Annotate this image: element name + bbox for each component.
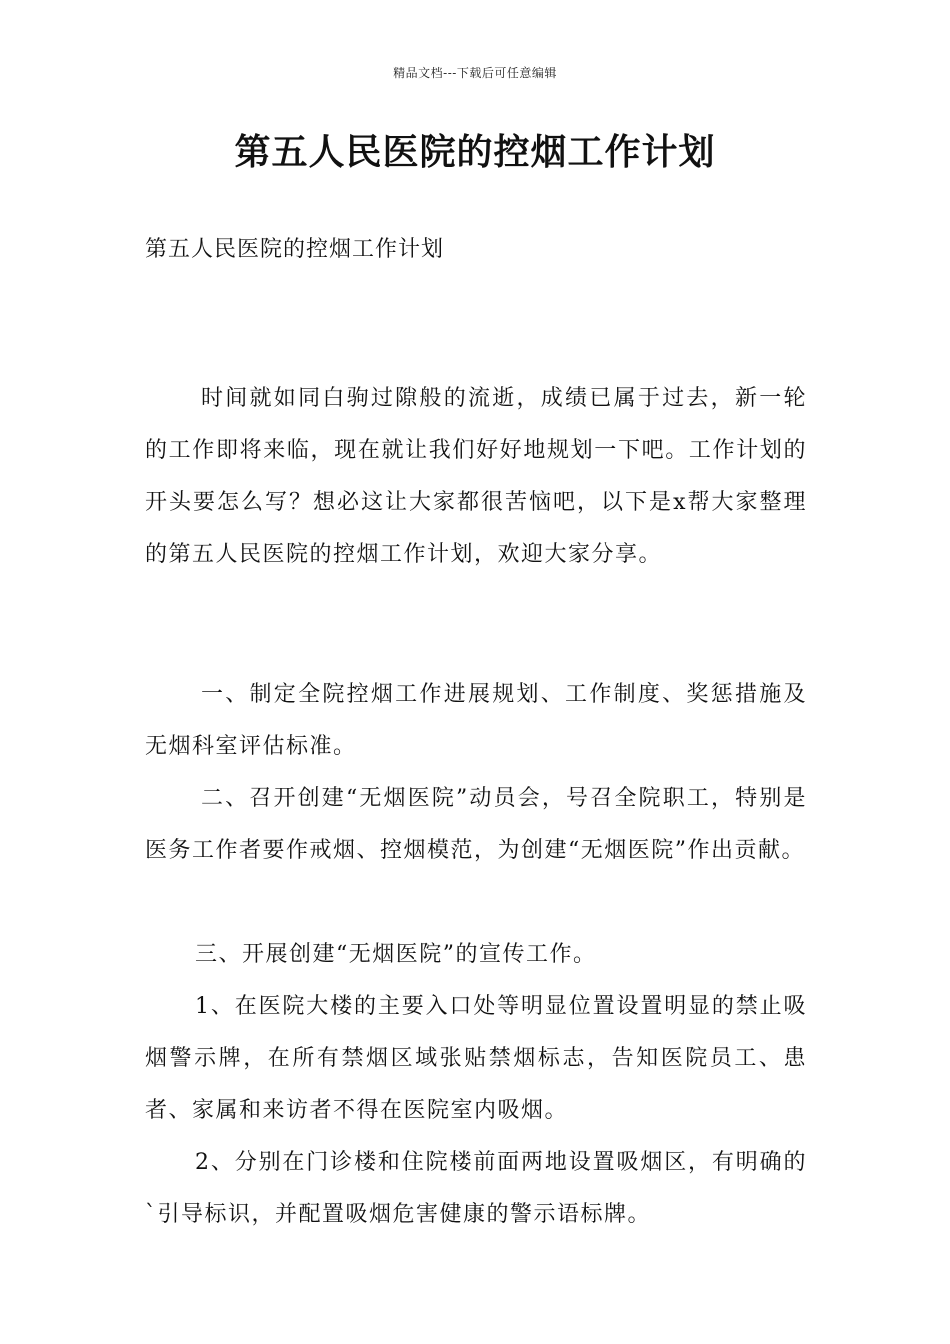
sub-item-1: 1、在医院大楼的主要入口处等明显位置设置明显的禁止吸烟警示牌，在所有禁烟区域张贴禁烟标志，告知医院员工、患者、家属和来访者不得在医院室内吸烟。 [145,994,807,1123]
section-item-2: 二、召开创建“无烟医院”动员会，号召全院职工，特别是医务工作者要作戒烟、控烟模范，为创建“无烟医院”作出贡献。 [145,786,807,863]
intro-paragraph: 时间就如同白驹过隙般的流逝，成绩已属于过去，新一轮的工作即将来临，现在就让我们好好地规划一下吧。工作计划的开头要怎么写？想必这让大家都很苦恼吧，以下是x帮大家整理的第五人民医院的控烟工作计划，欢迎大家分享。 [145,386,807,567]
document-subtitle: 第五人民医院的控烟工作计划 [145,237,445,262]
sub-item-2: 2、分别在门诊楼和住院楼前面两地设置吸烟区，有明确的`引导标识，并配置吸烟危害健康的警示语标牌。 [145,1150,807,1227]
document-title: 第五人民医院的控烟工作计划 [234,132,716,173]
section-item-1: 一、制定全院控烟工作进展规划、工作制度、奖惩措施及无烟科室评估标准。 [145,682,807,759]
section-item-3: 三、开展创建“无烟医院”的宣传工作。 [195,942,597,967]
header-note: 精品文档---下载后可任意编辑 [393,66,557,80]
